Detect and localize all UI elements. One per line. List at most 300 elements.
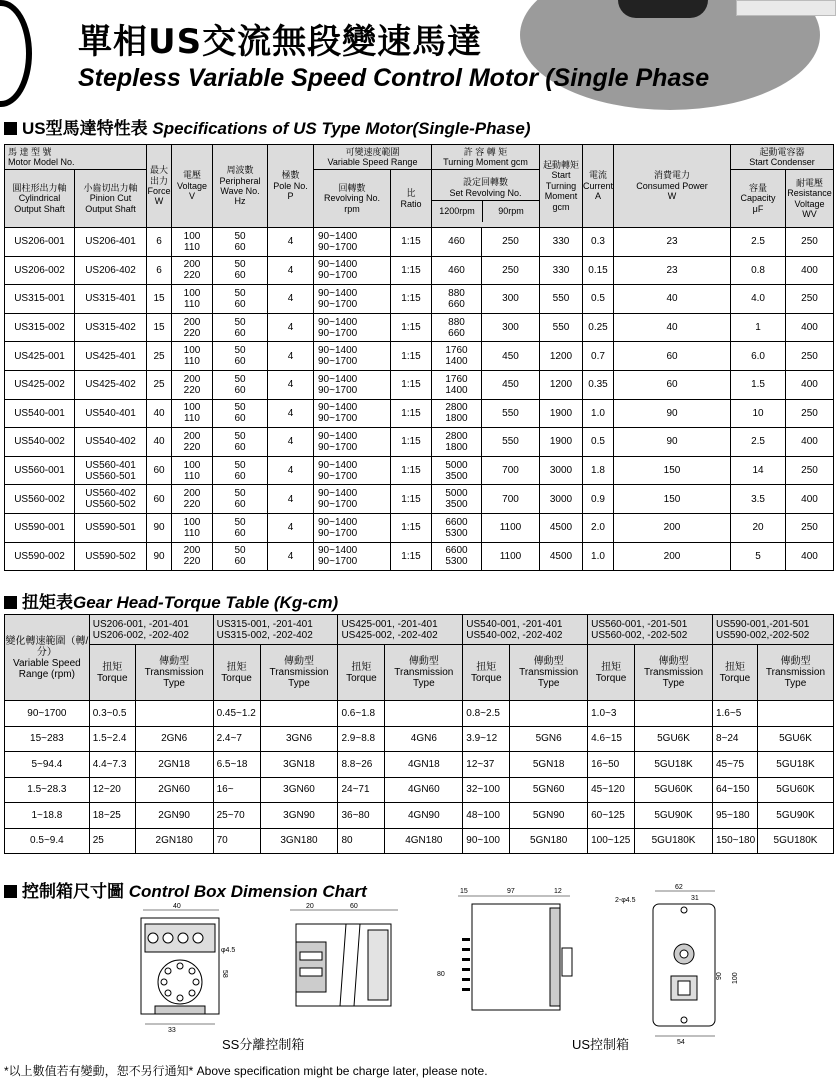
torque-cell: 48~100 [463, 803, 510, 829]
torque-cell: 8~24 [712, 726, 757, 752]
current-cell: 0.15 [583, 256, 614, 285]
torque-cell: 90~100 [463, 828, 510, 854]
torque-row [5, 701, 834, 727]
torque-cell: 1.5~2.4 [89, 726, 135, 752]
current-cell: 1.0 [583, 399, 614, 428]
cyl-model-cell: US206-002 [5, 256, 75, 285]
start-moment-cell: 1200 [540, 370, 583, 399]
current-cell: 1.0 [583, 542, 614, 571]
torque-90-cell: 700 [482, 485, 540, 514]
transmission-cell: 4GN90 [385, 803, 463, 829]
transmission-cell [260, 701, 338, 727]
transmission-cell [135, 701, 213, 727]
force-cell: 25 [147, 370, 172, 399]
spec-row: US206-001 US206-401 6 100 110 50 60 4 90~1400 90~1700 1:15 460 250 330 0.3 23 2.5 250 [5, 228, 834, 257]
force-header: 最大出力 Force W [147, 145, 172, 228]
torque-cell: 36~80 [338, 803, 385, 829]
current-cell: 1.8 [583, 456, 614, 485]
transmission-cell: 5GN18 [510, 752, 588, 778]
pinion-shaft-header: 小齒切出力軸 Pinion Cut Output Shaft [75, 170, 147, 228]
pole-cell: 4 [268, 313, 314, 342]
ratio-cell: 1:15 [391, 313, 432, 342]
dim-40: 40 [173, 903, 181, 910]
range-cell: 1.5~28.3 [5, 777, 90, 803]
torque-1200-cell: 460 [432, 228, 482, 257]
torque-cell: 6.5~18 [213, 752, 260, 778]
spec-row: US590-001 US590-501 90 100 110 50 60 4 90~1400 90~1700 1:15 6600 5300 1100 4500 2.0 200 20 250 [5, 513, 834, 542]
dim-phi45-a: φ4.5 [221, 947, 236, 954]
force-cell: 25 [147, 342, 172, 371]
wv-cell: 400 [786, 256, 834, 285]
cyl-model-cell: US590-001 [5, 513, 75, 542]
start-moment-cell: 1900 [540, 428, 583, 457]
pinion-model-cell: US540-401 [75, 399, 147, 428]
torque-col-header: 扭矩 Torque [89, 645, 135, 701]
torque-row [5, 803, 834, 829]
current-cell: 2.0 [583, 513, 614, 542]
ss-box-caption: SS分離控制箱 [222, 1037, 305, 1052]
torque-cell: 0.3~0.5 [89, 701, 135, 727]
cyl-model-cell: US425-001 [5, 342, 75, 371]
consumed-power-header: 消費電力 Consumed Power W [614, 145, 731, 228]
wv-cell: 250 [786, 513, 834, 542]
range-cell: 90~1700 [5, 701, 90, 727]
trans-col-header: 傳動型 Transmission Type [135, 645, 213, 701]
transmission-cell: 5GU90K [635, 803, 713, 829]
torque-cell: 32~100 [463, 777, 510, 803]
ratio-cell: 1:15 [391, 228, 432, 257]
torque-cell: 25~70 [213, 803, 260, 829]
dim-80: 80 [437, 971, 445, 978]
pole-cell: 4 [268, 228, 314, 257]
torque-cell: 150~180 [712, 828, 757, 854]
torque-row [5, 777, 834, 803]
ratio-header: 比 Ratio [391, 170, 432, 228]
force-cell: 40 [147, 428, 172, 457]
model-group-header: US425-001, -201-401 US425-002, -202-402 [338, 615, 463, 645]
dim-12: 12 [554, 888, 562, 895]
model-group-header: US560-001, -201-501 US560-002, -202-502 [588, 615, 713, 645]
transmission-cell: 2GN60 [135, 777, 213, 803]
revolving-header: 回轉數 Revolving No. rpm [314, 170, 391, 228]
dim-33: 33 [168, 1027, 176, 1034]
range-cell: 1~18.8 [5, 803, 90, 829]
ratio-cell: 1:15 [391, 370, 432, 399]
pole-cell: 4 [268, 342, 314, 371]
ratio-cell: 1:15 [391, 399, 432, 428]
spec-row: US560-001 US560-401 US560-501 60 100 110 50 60 4 90~1400 90~1700 1:15 5000 3500 700 3000 1.8 150 14 250 [5, 456, 834, 485]
spec-row: US540-002 US540-402 40 200 220 50 60 4 90~1400 90~1700 1:15 2800 1800 550 1900 0.5 90 2.5 400 [5, 428, 834, 457]
consumed-power-cell: 150 [614, 485, 731, 514]
ratio-cell: 1:15 [391, 485, 432, 514]
transmission-cell: 2GN90 [135, 803, 213, 829]
range-cell: 5~94.4 [5, 752, 90, 778]
page-title-zh: 單相US交流無段變速馬達 [78, 22, 483, 62]
torque-cell: 64~150 [712, 777, 757, 803]
spec-row: US425-002 US425-402 25 200 220 50 60 4 90~1400 90~1700 1:15 1760 1400 450 1200 0.35 60 1.5 400 [5, 370, 834, 399]
start-moment-cell: 3000 [540, 456, 583, 485]
torque-cell: 24~71 [338, 777, 385, 803]
pole-cell: 4 [268, 456, 314, 485]
wv-cell: 250 [786, 456, 834, 485]
trans-col-header: 傳動型 Transmission Type [635, 645, 713, 701]
torque-cell: 0.45~1.2 [213, 701, 260, 727]
consumed-power-cell: 90 [614, 428, 731, 457]
ratio-cell: 1:15 [391, 456, 432, 485]
pinion-model-cell: US590-501 [75, 513, 147, 542]
wv-cell: 400 [786, 542, 834, 571]
torque-cell: 18~25 [89, 803, 135, 829]
page-title-en: Stepless Variable Speed Control Motor (Single Phase [78, 64, 710, 92]
torque-90-cell: 700 [482, 456, 540, 485]
pole-cell: 4 [268, 513, 314, 542]
ratio-cell: 1:15 [391, 342, 432, 371]
transmission-cell: 3GN18 [260, 752, 338, 778]
capacity-cell: 1.5 [731, 370, 786, 399]
start-moment-header: 起動轉矩 Start Turning Moment gcm [540, 145, 583, 228]
transmission-cell: 5GN180 [510, 828, 588, 854]
capacity-cell: 0.8 [731, 256, 786, 285]
force-cell: 15 [147, 313, 172, 342]
range-cell: 0.5~9.4 [5, 828, 90, 854]
dim-60: 60 [350, 903, 358, 910]
torque-cell: 95~180 [712, 803, 757, 829]
torque-90-cell: 300 [482, 285, 540, 314]
us-side-drawing [437, 880, 590, 1030]
page-number-ring [0, 0, 32, 107]
hz-header: 周波數 Peripheral Wave No. Hz [213, 145, 268, 228]
start-moment-cell: 550 [540, 285, 583, 314]
start-moment-cell: 550 [540, 313, 583, 342]
transmission-cell: 5GU60K [635, 777, 713, 803]
dim-2phi45: 2-φ4.5 [615, 897, 636, 904]
resistance-header: 耐電壓 Resistance Voltage WV [786, 170, 834, 228]
square-bullet-icon [4, 885, 17, 898]
torque-cell: 16~50 [588, 752, 635, 778]
start-moment-cell: 4500 [540, 542, 583, 571]
transmission-cell [635, 701, 713, 727]
capacity-cell: 1 [731, 313, 786, 342]
torque-col-header: 扭矩 Torque [463, 645, 510, 701]
cyl-model-cell: US206-001 [5, 228, 75, 257]
start-moment-cell: 4500 [540, 513, 583, 542]
torque-cell: 80 [338, 828, 385, 854]
transmission-cell: 5GU60K [757, 777, 833, 803]
force-cell: 90 [147, 513, 172, 542]
pole-header: 極數 Pole No. P [268, 145, 314, 228]
pinion-model-cell: US315-402 [75, 313, 147, 342]
torque-90-cell: 1100 [482, 542, 540, 571]
square-bullet-icon [4, 122, 17, 135]
wv-cell: 400 [786, 428, 834, 457]
ss-terminal-drawing [135, 900, 235, 1035]
square-bullet-icon [4, 596, 17, 609]
consumed-power-cell: 200 [614, 513, 731, 542]
range-header: 可變速度範圍 Variable Speed Range [314, 145, 432, 170]
dim-20: 20 [306, 903, 314, 910]
dim-90: 90 [716, 972, 723, 980]
voltage-header: 電壓 Voltage V [172, 145, 213, 228]
start-moment-cell: 3000 [540, 485, 583, 514]
wv-cell: 250 [786, 228, 834, 257]
torque-cell: 2.4~7 [213, 726, 260, 752]
current-cell: 0.5 [583, 428, 614, 457]
ratio-cell: 1:15 [391, 542, 432, 571]
current-cell: 0.7 [583, 342, 614, 371]
force-cell: 6 [147, 256, 172, 285]
pinion-model-cell: US590-502 [75, 542, 147, 571]
transmission-cell: 3GN90 [260, 803, 338, 829]
ratio-cell: 1:15 [391, 513, 432, 542]
ratio-cell: 1:15 [391, 256, 432, 285]
spec-row: US590-002 US590-502 90 200 220 50 60 4 90~1400 90~1700 1:15 6600 5300 1100 4500 1.0 200 5 400 [5, 542, 834, 571]
torque-cell: 4.4~7.3 [89, 752, 135, 778]
torque-cell: 100~125 [588, 828, 635, 854]
dim-58: 58 [221, 970, 228, 978]
torque-cell: 0.8~2.5 [463, 701, 510, 727]
torque-cell: 12~20 [89, 777, 135, 803]
consumed-power-cell: 150 [614, 456, 731, 485]
spec-row: US315-001 US315-401 15 100 110 50 60 4 90~1400 90~1700 1:15 880 660 300 550 0.5 40 4.0 250 [5, 285, 834, 314]
torque-90-cell: 250 [482, 256, 540, 285]
turning-moment-header: 許 容 轉 矩 Turning Moment gcm [432, 145, 540, 170]
cyl-model-cell: US540-002 [5, 428, 75, 457]
spec-table [4, 144, 834, 571]
torque-table [4, 614, 834, 854]
current-header: 電流 Current A [583, 145, 614, 228]
pinion-model-cell: US206-402 [75, 256, 147, 285]
torque-cell: 1.0~3 [588, 701, 635, 727]
torque-cell: 3.9~12 [463, 726, 510, 752]
transmission-cell: 5GU180K [757, 828, 833, 854]
torque-cell: 45~120 [588, 777, 635, 803]
torque-row [5, 828, 834, 854]
force-cell: 60 [147, 485, 172, 514]
trans-col-header: 傳動型 Transmission Type [510, 645, 588, 701]
torque-section-title [4, 588, 338, 613]
pinion-model-cell: US315-401 [75, 285, 147, 314]
transmission-cell: 5GN60 [510, 777, 588, 803]
torque-90-cell: 450 [482, 342, 540, 371]
range-header: 變化轉速範圍（轉/分） Variable Speed Range (rpm) [5, 615, 90, 701]
transmission-cell: 2GN18 [135, 752, 213, 778]
cyl-model-cell: US315-001 [5, 285, 75, 314]
current-cell: 0.3 [583, 228, 614, 257]
trans-col-header: 傳動型 Transmission Type [757, 645, 833, 701]
torque-cell: 2.9~8.8 [338, 726, 385, 752]
trans-col-header: 傳動型 Transmission Type [260, 645, 338, 701]
force-cell: 15 [147, 285, 172, 314]
transmission-cell: 5GN6 [510, 726, 588, 752]
ratio-cell: 1:15 [391, 285, 432, 314]
pinion-model-cell: US425-402 [75, 370, 147, 399]
force-cell: 60 [147, 456, 172, 485]
torque-col-header: 扭矩 Torque [338, 645, 385, 701]
pinion-model-cell: US425-401 [75, 342, 147, 371]
torque-90-cell: 250 [482, 228, 540, 257]
model-group-header: US590-001,-201-501 US590-002,-202-502 [712, 615, 833, 645]
range-cell: 15~283 [5, 726, 90, 752]
transmission-cell: 4GN18 [385, 752, 463, 778]
torque-cell: 70 [213, 828, 260, 854]
capacity-header: 容量 Capacity μF [731, 170, 786, 228]
dim-62: 62 [675, 884, 683, 891]
ratio-cell: 1:15 [391, 428, 432, 457]
set-revolving-header: 設定回轉數 Set Revolving No. 1200rpm 90rpm [432, 170, 540, 228]
torque-col-header: 扭矩 Torque [588, 645, 635, 701]
transmission-cell [757, 701, 833, 727]
transmission-cell: 5GU6K [757, 726, 833, 752]
transmission-cell: 5GU18K [635, 752, 713, 778]
torque-cell: 25 [89, 828, 135, 854]
capacity-cell: 2.5 [731, 228, 786, 257]
transmission-cell: 5GN90 [510, 803, 588, 829]
torque-col-header: 扭矩 Torque [712, 645, 757, 701]
wv-cell: 400 [786, 313, 834, 342]
force-cell: 90 [147, 542, 172, 571]
spec-row: US425-001 US425-401 25 100 110 50 60 4 90~1400 90~1700 1:15 1760 1400 450 1200 0.7 60 6.0 250 [5, 342, 834, 371]
torque-cell: 60~125 [588, 803, 635, 829]
model-header: 馬 達 型 號 Motor Model No. [5, 145, 147, 170]
transmission-cell: 3GN180 [260, 828, 338, 854]
transmission-cell: 4GN6 [385, 726, 463, 752]
transmission-cell: 5GU18K [757, 752, 833, 778]
capacity-cell: 5 [731, 542, 786, 571]
dim-54: 54 [677, 1039, 685, 1046]
spec-title-en: Specifications of US Type Motor(Single-Phase) [152, 119, 531, 138]
box-section-title [4, 877, 367, 902]
pole-cell: 4 [268, 370, 314, 399]
wv-cell: 250 [786, 399, 834, 428]
start-moment-cell: 1900 [540, 399, 583, 428]
spec-row: US206-002 US206-402 6 200 220 50 60 4 90~1400 90~1700 1:15 460 250 330 0.15 23 0.8 400 [5, 256, 834, 285]
capacity-cell: 20 [731, 513, 786, 542]
capacity-cell: 10 [731, 399, 786, 428]
torque-cell: 0.6~1.8 [338, 701, 385, 727]
wv-cell: 400 [786, 485, 834, 514]
pinion-model-cell: US206-401 [75, 228, 147, 257]
torque-90-cell: 550 [482, 428, 540, 457]
transmission-cell [385, 701, 463, 727]
dim-100: 100 [732, 972, 739, 984]
pole-cell: 4 [268, 399, 314, 428]
torque-col-header: 扭矩 Torque [213, 645, 260, 701]
pole-cell: 4 [268, 256, 314, 285]
dim-31: 31 [691, 895, 699, 902]
us-front-drawing [615, 880, 745, 1048]
cyl-model-cell: US425-002 [5, 370, 75, 399]
model-group-header: US540-001, -201-401 US540-002, -202-402 [463, 615, 588, 645]
torque-90-cell: 300 [482, 313, 540, 342]
condenser-header: 起動電容器 Start Condenser [731, 145, 834, 170]
torque-90-cell: 450 [482, 370, 540, 399]
start-moment-cell: 1200 [540, 342, 583, 371]
pole-cell: 4 [268, 485, 314, 514]
spec-title-zh: US型馬達特性表 [22, 119, 148, 138]
transmission-cell: 2GN180 [135, 828, 213, 854]
box-title-zh: 控制箱尺寸圖 [22, 882, 124, 901]
transmission-cell: 3GN6 [260, 726, 338, 752]
cyl-model-cell: US315-002 [5, 313, 75, 342]
force-cell: 6 [147, 228, 172, 257]
consumed-power-cell: 23 [614, 228, 731, 257]
consumed-power-cell: 200 [614, 542, 731, 571]
model-group-header: US315-001, -201-401 US315-002, -202-402 [213, 615, 338, 645]
model-group-header: US206-001, -201-401 US206-002, -202-402 [89, 615, 213, 645]
spec-row: US315-002 US315-402 15 200 220 50 60 4 90~1400 90~1700 1:15 880 660 300 550 0.25 40 1 400 [5, 313, 834, 342]
torque-90-cell: 1100 [482, 513, 540, 542]
consumed-power-cell: 40 [614, 313, 731, 342]
current-cell: 0.25 [583, 313, 614, 342]
wv-cell: 250 [786, 342, 834, 371]
pole-cell: 4 [268, 285, 314, 314]
start-moment-cell: 330 [540, 256, 583, 285]
torque-1200-cell: 460 [432, 256, 482, 285]
wv-cell: 400 [786, 370, 834, 399]
consumed-power-cell: 60 [614, 342, 731, 371]
consumed-power-cell: 60 [614, 370, 731, 399]
capacity-cell: 3.5 [731, 485, 786, 514]
transmission-cell: 5GU90K [757, 803, 833, 829]
transmission-cell [510, 701, 588, 727]
current-cell: 0.9 [583, 485, 614, 514]
current-cell: 0.5 [583, 285, 614, 314]
torque-cell: 16~ [213, 777, 260, 803]
torque-cell: 8.8~26 [338, 752, 385, 778]
torque-cell: 1.6~5 [712, 701, 757, 727]
pinion-model-cell: US540-402 [75, 428, 147, 457]
torque-90-cell: 550 [482, 399, 540, 428]
wv-cell: 250 [786, 285, 834, 314]
current-cell: 0.35 [583, 370, 614, 399]
cyl-model-cell: US590-002 [5, 542, 75, 571]
spec-section-title [4, 114, 531, 139]
transmission-cell: 5GU6K [635, 726, 713, 752]
spec-row: US560-002 US560-402 US560-502 60 200 220 50 60 4 90~1400 90~1700 1:15 5000 3500 700 3000 0.9 150 3.5 400 [5, 485, 834, 514]
torque-title-en: Gear Head-Torque Table (Kg-cm) [73, 593, 339, 612]
force-cell: 40 [147, 399, 172, 428]
torque-title-zh: 扭矩表 [22, 593, 73, 612]
ss-side-drawing [288, 900, 408, 1015]
capacity-cell: 14 [731, 456, 786, 485]
transmission-cell: 4GN60 [385, 777, 463, 803]
torque-row [5, 726, 834, 752]
control-box-photo [736, 0, 836, 16]
box-title-en: Control Box Dimension Chart [128, 882, 367, 901]
torque-row [5, 752, 834, 778]
torque-cell: 45~75 [712, 752, 757, 778]
consumed-power-cell: 23 [614, 256, 731, 285]
consumed-power-cell: 40 [614, 285, 731, 314]
consumed-power-cell: 90 [614, 399, 731, 428]
capacity-cell: 6.0 [731, 342, 786, 371]
cyl-model-cell: US560-002 [5, 485, 75, 514]
cyl-model-cell: US540-001 [5, 399, 75, 428]
transmission-cell: 5GU180K [635, 828, 713, 854]
cyl-shaft-header: 圓柱形出力軸 Cylindrical Output Shaft [5, 170, 75, 228]
torque-cell: 4.6~15 [588, 726, 635, 752]
capacity-cell: 4.0 [731, 285, 786, 314]
motor-photo [618, 0, 708, 18]
us-box-caption: US控制箱 [572, 1037, 630, 1052]
spec-row: US540-001 US540-401 40 100 110 50 60 4 90~1400 90~1700 1:15 2800 1800 550 1900 1.0 90 10 250 [5, 399, 834, 428]
pole-cell: 4 [268, 428, 314, 457]
pole-cell: 4 [268, 542, 314, 571]
start-moment-cell: 330 [540, 228, 583, 257]
footnote: *以上數值若有變動，恕不另行通知* Above specification might be charge later, please note. [4, 1064, 488, 1078]
cyl-model-cell: US560-001 [5, 456, 75, 485]
transmission-cell: 3GN60 [260, 777, 338, 803]
